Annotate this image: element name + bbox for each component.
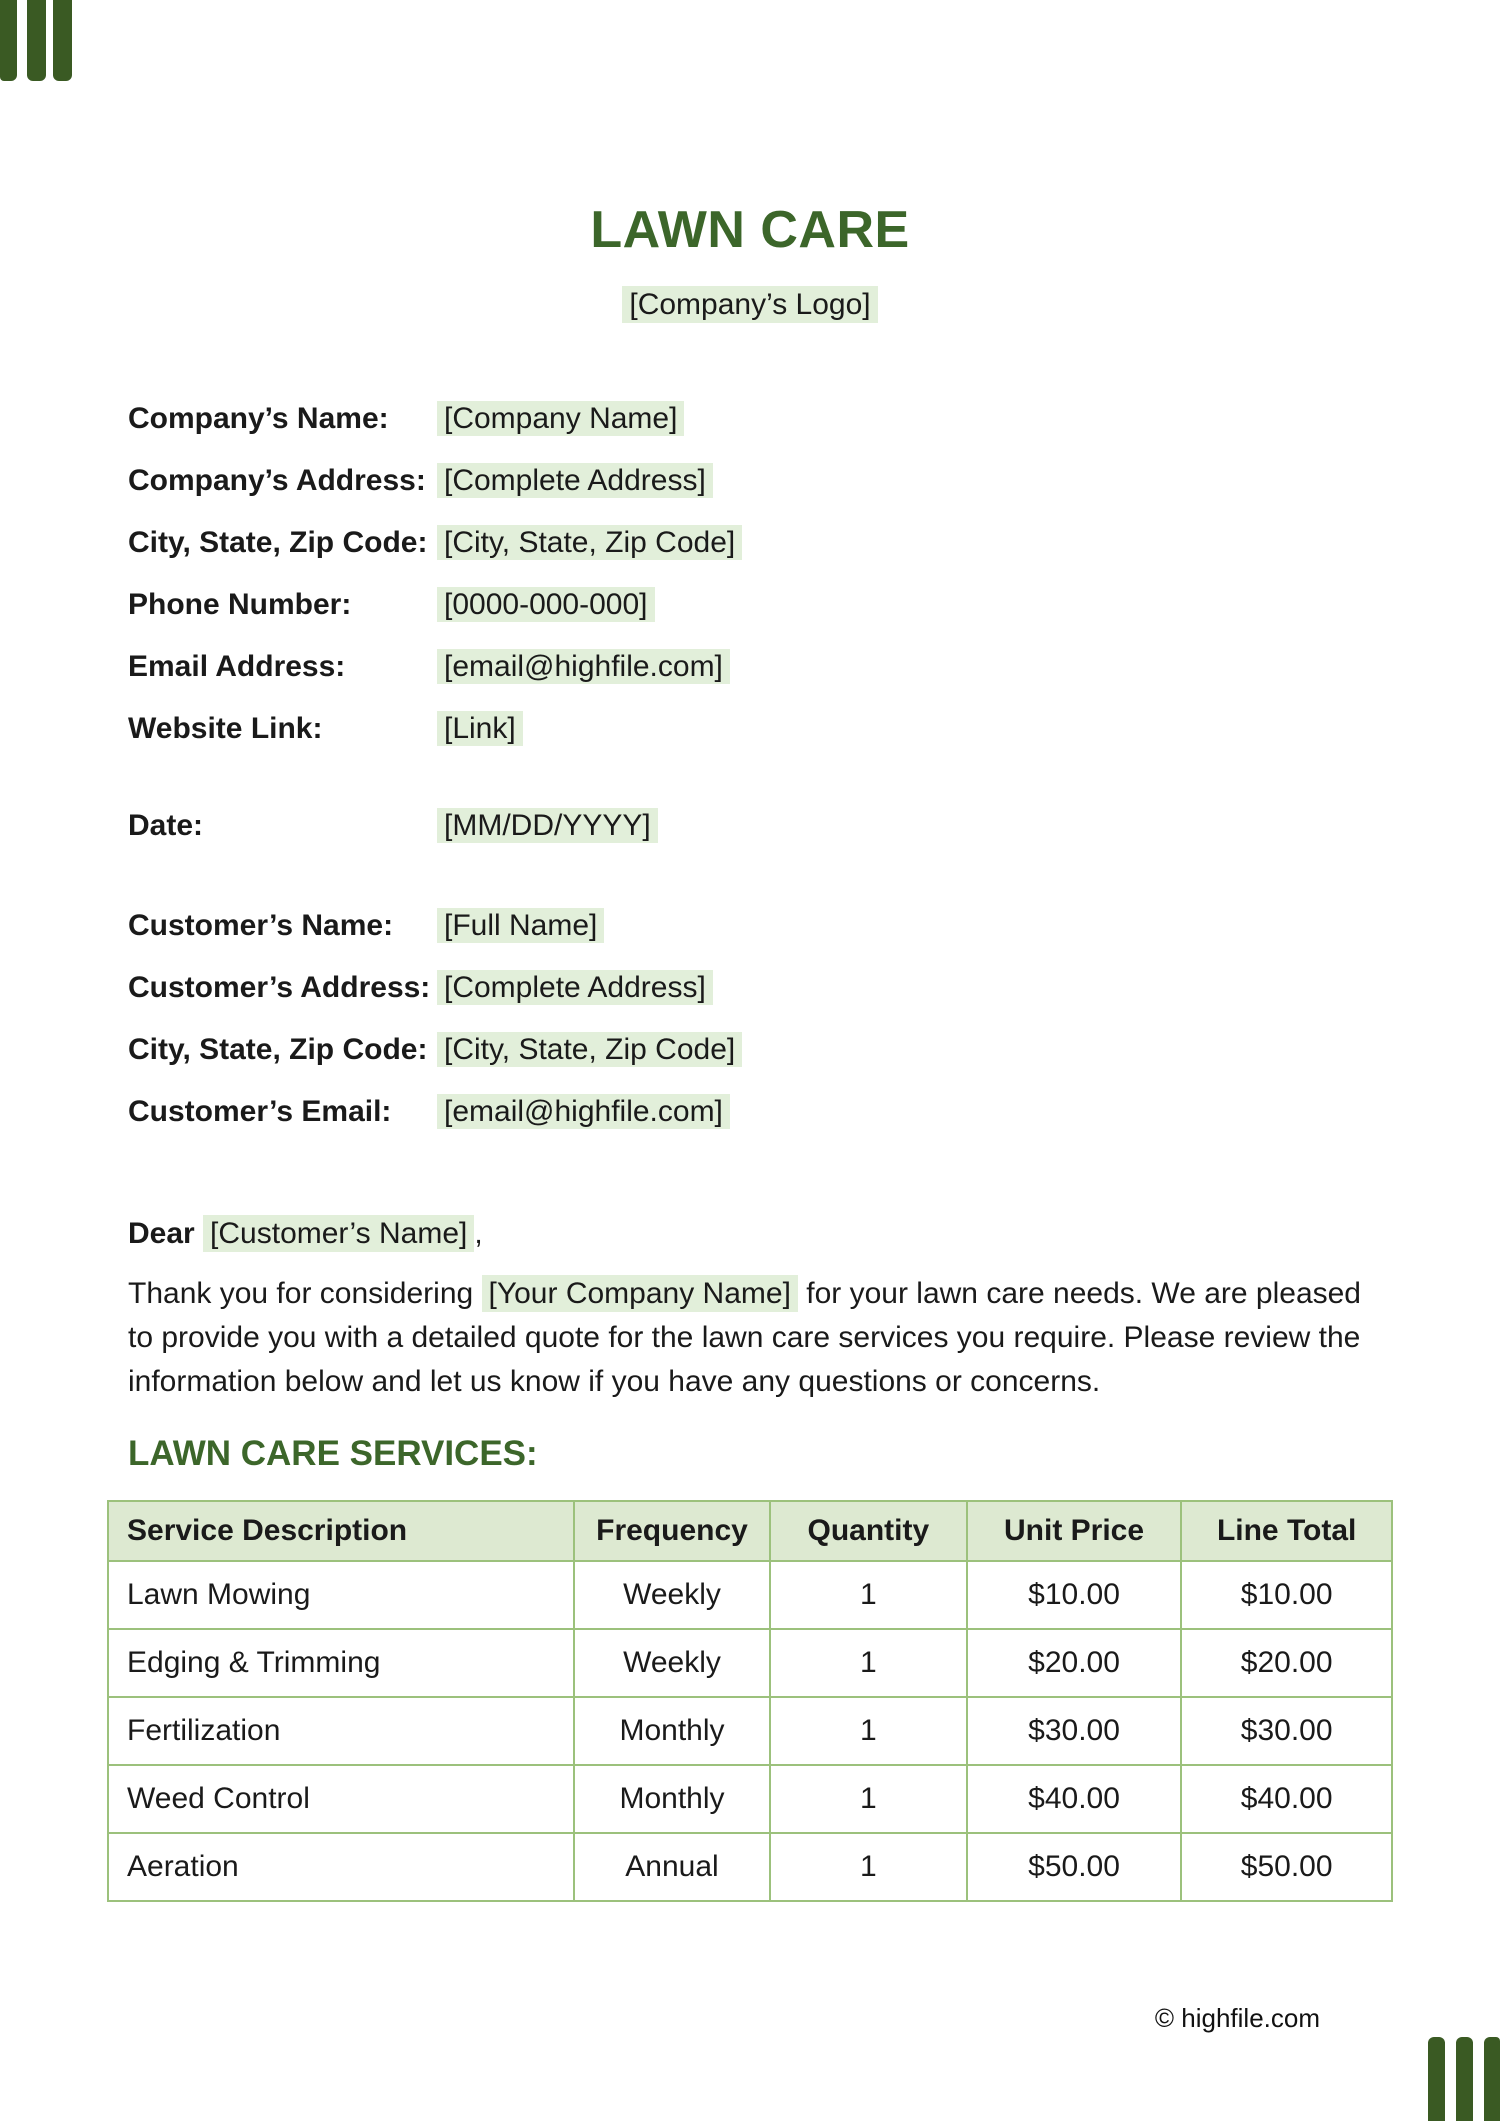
table-row	[108, 1561, 1392, 1629]
decoration-bar-icon	[1484, 2037, 1500, 2121]
field-value-placeholder[interactable]: [email@highfile.com]	[437, 649, 730, 684]
field-value-placeholder[interactable]: [Link]	[437, 711, 523, 746]
cell-unit-price: $40.00	[967, 1765, 1182, 1833]
cell-service: Edging & Trimming	[108, 1629, 574, 1697]
your-company-name-placeholder[interactable]: [Your Company Name]	[482, 1275, 798, 1312]
intro-paragraph	[128, 1272, 1376, 1404]
field-value-placeholder[interactable]: [Complete Address]	[437, 463, 713, 498]
cell-line-total: $10.00	[1181, 1561, 1392, 1629]
field-label: Email Address:	[128, 650, 346, 683]
cell-line-total: $40.00	[1181, 1765, 1392, 1833]
cell-line-total: $30.00	[1181, 1697, 1392, 1765]
decoration-bar-icon	[1456, 2037, 1473, 2121]
field-row-customer-name	[128, 906, 742, 946]
company-logo-placeholder[interactable]: [Company’s Logo]	[622, 286, 877, 323]
field-value-placeholder[interactable]: [City, State, Zip Code]	[437, 1032, 742, 1067]
cell-frequency: Weekly	[574, 1561, 770, 1629]
field-value-placeholder[interactable]: [Full Name]	[437, 908, 604, 943]
table-header-row	[108, 1501, 1392, 1561]
field-label: Customer’s Name:	[128, 909, 394, 942]
field-label: Date:	[128, 809, 204, 842]
company-logo-line	[0, 288, 1500, 322]
salutation-comma: ,	[474, 1217, 483, 1250]
field-row-phone-number	[128, 585, 742, 625]
cell-quantity: 1	[770, 1561, 967, 1629]
decoration-bar-icon	[27, 0, 46, 81]
table-row	[108, 1697, 1392, 1765]
field-row-website-link	[128, 709, 742, 749]
services-section-heading: LAWN CARE SERVICES:	[128, 1434, 538, 1473]
cell-quantity: 1	[770, 1833, 967, 1901]
cell-unit-price: $30.00	[967, 1697, 1182, 1765]
field-value-placeholder[interactable]: [Complete Address]	[437, 970, 713, 1005]
field-value-placeholder[interactable]: [email@highfile.com]	[437, 1094, 730, 1129]
cell-frequency: Annual	[574, 1833, 770, 1901]
field-label: Customer’s Email:	[128, 1095, 392, 1128]
cell-frequency: Monthly	[574, 1765, 770, 1833]
cell-frequency: Weekly	[574, 1629, 770, 1697]
cell-unit-price: $50.00	[967, 1833, 1182, 1901]
decoration-bar-icon	[53, 0, 72, 81]
field-label: City, State, Zip Code:	[128, 526, 428, 559]
cell-service: Aeration	[108, 1833, 574, 1901]
copyright-notice: © highfile.com	[1154, 2003, 1320, 2033]
decoration-bar-icon	[0, 0, 17, 81]
cell-quantity: 1	[770, 1765, 967, 1833]
field-label: Phone Number:	[128, 588, 352, 621]
customer-name-placeholder[interactable]: [Customer’s Name]	[203, 1215, 474, 1252]
field-row-company-name	[128, 399, 742, 439]
field-label: Company’s Name:	[128, 402, 389, 435]
field-row-company-address	[128, 461, 742, 501]
services-table	[107, 1500, 1393, 1902]
field-label: Company’s Address:	[128, 464, 426, 497]
table-row	[108, 1833, 1392, 1901]
field-row-date	[128, 806, 658, 846]
cell-service: Fertilization	[108, 1697, 574, 1765]
field-value-placeholder[interactable]: [MM/DD/YYYY]	[437, 808, 658, 843]
salutation-line	[128, 1214, 483, 1254]
intro-text-after: for your lawn care needs. We are pleased to provide you with a detailed quote for the lawn care services you require. Please review the information below and let us know if you have any questions or concerns.	[128, 1277, 1361, 1398]
column-header-quantity: Quantity	[770, 1501, 967, 1561]
cell-unit-price: $10.00	[967, 1561, 1182, 1629]
company-info-section	[128, 399, 742, 771]
cell-line-total: $20.00	[1181, 1629, 1392, 1697]
table-row	[108, 1629, 1392, 1697]
field-value-placeholder[interactable]: [0000-000-000]	[437, 587, 655, 622]
cell-service: Lawn Mowing	[108, 1561, 574, 1629]
column-header-unit-price: Unit Price	[967, 1501, 1182, 1561]
cell-frequency: Monthly	[574, 1697, 770, 1765]
cell-quantity: 1	[770, 1697, 967, 1765]
field-value-placeholder[interactable]: [Company Name]	[437, 401, 684, 436]
customer-info-section	[128, 906, 742, 1154]
field-row-email-address	[128, 647, 742, 687]
field-row-customer-email	[128, 1092, 742, 1132]
column-header-line-total: Line Total	[1181, 1501, 1392, 1561]
cell-line-total: $50.00	[1181, 1833, 1392, 1901]
decoration-bar-icon	[1428, 2037, 1445, 2121]
cell-quantity: 1	[770, 1629, 967, 1697]
date-section	[128, 806, 658, 868]
intro-text-before: Thank you for considering	[128, 1277, 482, 1310]
field-row-company-city-state-zip	[128, 523, 742, 563]
field-label: City, State, Zip Code:	[128, 1033, 428, 1066]
field-value-placeholder[interactable]: [City, State, Zip Code]	[437, 525, 742, 560]
column-header-frequency: Frequency	[574, 1501, 770, 1561]
table-row	[108, 1765, 1392, 1833]
cell-service: Weed Control	[108, 1765, 574, 1833]
field-row-customer-city-state-zip	[128, 1030, 742, 1070]
column-header-service-description: Service Description	[108, 1501, 574, 1561]
field-label: Website Link:	[128, 712, 323, 745]
field-row-customer-address	[128, 968, 742, 1008]
cell-unit-price: $20.00	[967, 1629, 1182, 1697]
page-title: LAWN CARE	[590, 201, 910, 259]
salutation-word: Dear	[128, 1217, 204, 1250]
field-label: Customer’s Address:	[128, 971, 431, 1004]
